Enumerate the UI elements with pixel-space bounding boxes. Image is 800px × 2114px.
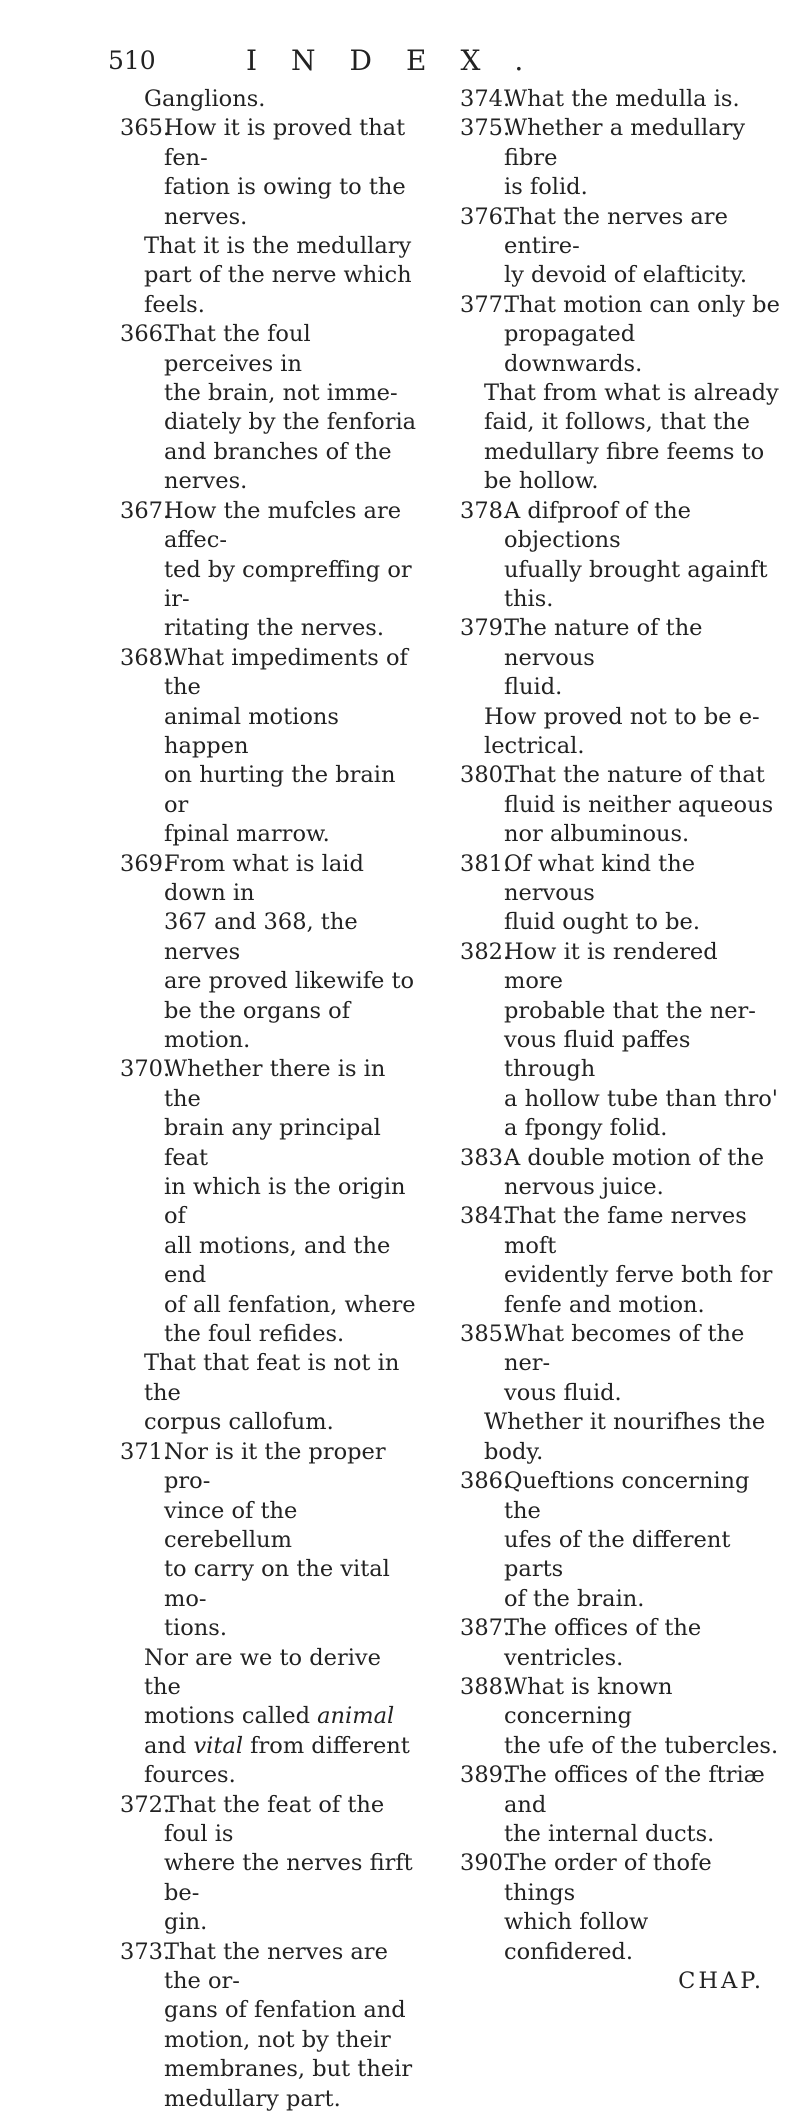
running-head: INDEX. — [246, 44, 558, 77]
index-entry — [120, 1055, 420, 1349]
entry-line: From what is laid down in — [164, 850, 364, 906]
entry-line: diately by the fenforia — [164, 409, 417, 436]
entry-line: motion, not by their — [164, 2026, 391, 2053]
entry-line: are proved likewife to — [164, 968, 415, 995]
entry-line: That the nature of that — [504, 762, 765, 789]
index-entry — [460, 761, 780, 849]
entry-number: 388. — [460, 1673, 511, 1700]
index-subentry — [460, 703, 780, 762]
entry-line: the foul refides. — [164, 1321, 345, 1348]
page-number: 510 — [108, 46, 156, 75]
entry-line: a hollow tube than thro' — [504, 1085, 778, 1112]
entry-line: of all fenfation, where — [164, 1291, 416, 1318]
entry-line: ted by compreffing or ir- — [164, 556, 412, 612]
entry-line: vince of the cerebellum — [164, 1497, 298, 1553]
entry-line: be hollow. — [484, 468, 599, 495]
page-header — [0, 22, 800, 77]
entry-line: to carry on the vital mo- — [164, 1556, 390, 1612]
index-subentry — [460, 379, 780, 497]
entry-number: 386. — [460, 1468, 511, 1495]
entry-text — [164, 850, 420, 1056]
index-entry — [460, 291, 780, 379]
entry-line: fluid is neither aqueous — [504, 791, 774, 818]
entry-line: fpinal marrow. — [164, 821, 330, 848]
index-entry — [460, 1202, 780, 1320]
entry-line: That the feat of the foul is — [164, 1791, 385, 1847]
index-entry — [120, 1791, 420, 1938]
entry-text — [504, 291, 780, 379]
entry-line: evidently ferve both for — [504, 1262, 773, 1289]
entry-number: 371. — [120, 1438, 171, 1465]
index-entry — [460, 85, 780, 114]
entry-number: 385. — [460, 1321, 511, 1348]
entry-line: faid, it follows, that the — [484, 409, 750, 436]
entry-number: 381. — [460, 850, 511, 877]
entry-line: How proved not to be e- — [484, 703, 760, 730]
left-column — [120, 85, 420, 2114]
entry-number: 369. — [120, 850, 171, 877]
index-entry — [120, 850, 420, 1056]
entry-line: Of what kind the nervous — [504, 850, 696, 906]
entry-line: animal motions happen — [164, 703, 339, 759]
entry-line: That motion can only be — [504, 291, 780, 318]
entry-number: 367. — [120, 497, 171, 524]
entry-line: What is known concerning — [504, 1673, 673, 1730]
italic-term: animal — [317, 1703, 395, 1730]
entry-line: a fpongy folid. — [504, 1115, 668, 1142]
entry-text — [504, 761, 780, 849]
entry-line: What impediments of the — [164, 644, 408, 701]
entry-line: Whether it nourifhes the — [484, 1409, 766, 1436]
entry-line: Nor are we to derive the — [144, 1644, 381, 1700]
entry-line: That the nerves are the or- — [164, 1938, 388, 1994]
entry-line: Nor is it the proper pro- — [164, 1438, 386, 1495]
entry-line: fation is owing to the — [164, 174, 406, 201]
index-entry — [120, 1938, 420, 2114]
entry-line: ufes of the different parts — [504, 1526, 731, 1583]
entry-line: Queftions concerning the — [504, 1468, 750, 1524]
index-entry — [460, 1849, 780, 1967]
entry-line: the brain, not imme- — [164, 380, 398, 407]
entry-line: tions. — [164, 1615, 227, 1642]
entry-line: all motions, and the end — [164, 1232, 391, 1289]
index-entry — [460, 1761, 780, 1849]
index-entry — [460, 1673, 780, 1761]
entry-line: fources. — [144, 1762, 236, 1789]
index-subentry — [120, 1644, 420, 1791]
entry-text — [504, 1202, 780, 1320]
entry-text — [504, 1614, 780, 1673]
entry-line: in which is the origin of — [164, 1174, 406, 1230]
entry-number: 387. — [460, 1615, 511, 1642]
entry-line: fluid ought to be. — [504, 909, 700, 936]
entry-text — [164, 497, 420, 644]
entry-number: 365. — [120, 115, 171, 142]
entry-line: membranes, but their — [164, 2056, 413, 2083]
entry-text — [504, 614, 780, 702]
entry-number: 378. — [460, 497, 511, 524]
entry-line: brain any principal feat — [164, 1115, 381, 1171]
entry-line: vous fluid. — [504, 1379, 622, 1406]
entry-line: on hurting the brain or — [164, 762, 396, 818]
entry-line: How it is proved that fen- — [164, 115, 406, 171]
entry-line: ufually brought againft — [504, 556, 768, 583]
entry-line: ritating the nerves. — [164, 615, 384, 642]
entry-line: Whether a medullary fibre — [504, 115, 746, 171]
entry-line: fluid. — [504, 674, 563, 701]
entry-line: medullary part. — [164, 2085, 341, 2112]
right-column — [460, 85, 780, 1996]
index-entry — [120, 644, 420, 850]
entry-text — [504, 85, 780, 114]
entry-number: 370. — [120, 1056, 171, 1083]
entry-line: nor albuminous. — [504, 821, 690, 848]
entry-number: 376. — [460, 203, 511, 230]
entry-line: 367 and 368, the nerves — [164, 909, 358, 965]
entry-line: medullary fibre feems to — [484, 438, 765, 465]
index-entry — [460, 1144, 780, 1203]
entry-line: The nature of the nervous — [504, 615, 703, 671]
entry-line: nerves. — [164, 203, 248, 230]
entry-line: and branches of the — [164, 438, 392, 465]
entry-line: nerves. — [164, 468, 248, 495]
index-entry — [120, 497, 420, 644]
entry-line: The order of thofe things — [504, 1850, 712, 1906]
entry-line: the ufe of the tubercles. — [504, 1732, 779, 1759]
entry-line: is folid. — [504, 174, 588, 201]
entry-line: How the mufcles are affec- — [164, 497, 402, 554]
index-entry — [120, 320, 420, 496]
entry-number: 368. — [120, 644, 171, 671]
index-entry — [460, 614, 780, 702]
entry-number: 379. — [460, 615, 511, 642]
entry-line: motions called animal — [144, 1703, 395, 1730]
entry-line: vous fluid paffes through — [504, 1027, 691, 1083]
entry-line: A double motion of the — [504, 1144, 765, 1171]
entry-line: probable that the ner- — [504, 997, 756, 1024]
entry-number: 372. — [120, 1791, 171, 1818]
index-subentry — [460, 1408, 780, 1467]
entry-line: the internal ducts. — [504, 1820, 715, 1847]
entry-line: That the fame nerves moft — [504, 1203, 747, 1259]
index-entry — [120, 1438, 420, 1644]
index-subentry — [120, 232, 420, 320]
entry-line: nervous juice. — [504, 1174, 664, 1201]
entry-line: part of the nerve which — [144, 262, 412, 289]
entry-text — [504, 1144, 780, 1203]
index-entry — [120, 114, 420, 232]
entry-text — [164, 1055, 420, 1349]
entry-text — [504, 850, 780, 938]
entry-line: gans of fenfation and — [164, 1997, 406, 2024]
entry-line: That that feat is not in the — [144, 1350, 400, 1406]
index-subentry — [120, 1349, 420, 1437]
entry-text — [504, 1849, 780, 1967]
entry-line: where the nerves firft be- — [164, 1850, 413, 1906]
entry-line: feels. — [144, 291, 205, 318]
entry-text — [504, 203, 780, 291]
entry-number: 389. — [460, 1762, 511, 1789]
index-entry — [460, 497, 780, 615]
index-entry — [460, 1320, 780, 1408]
entry-number: 382. — [460, 938, 511, 965]
entry-line: The offices of the ventricles. — [504, 1615, 702, 1671]
entry-line: What becomes of the ner- — [504, 1321, 745, 1377]
entry-text — [504, 1467, 780, 1614]
entry-line: How it is rendered more — [504, 938, 718, 995]
entry-line: The offices of the ftriæ and — [504, 1762, 765, 1818]
section-heading: Ganglions. — [144, 86, 266, 112]
entry-line: That it is the medullary — [144, 233, 412, 260]
entry-text — [164, 1438, 420, 1644]
index-entry — [460, 114, 780, 202]
entry-line: gin. — [164, 1909, 208, 1936]
entry-line: propagated downwards. — [504, 321, 643, 377]
entry-number: 374. — [460, 86, 511, 112]
catchword: CHAP. — [678, 1968, 764, 1994]
entry-line: Whether there is in the — [164, 1056, 386, 1112]
entry-line: and vital from different — [144, 1732, 410, 1759]
entry-line: ly devoid of elafticity. — [504, 262, 748, 289]
entry-line: this. — [504, 585, 554, 612]
entry-line: body. — [484, 1438, 544, 1465]
entry-text — [164, 114, 420, 232]
index-entry — [460, 203, 780, 291]
entry-line: A difproof of the objections — [504, 497, 691, 554]
entry-text — [164, 320, 420, 496]
entry-line: What the medulla is. — [504, 86, 740, 112]
entry-text — [504, 1673, 780, 1761]
entry-text — [164, 1938, 420, 2114]
entry-number: 373. — [120, 1938, 171, 1965]
index-entry — [460, 1614, 780, 1673]
entry-line: corpus callofum. — [144, 1409, 334, 1436]
entry-line: which follow confidered. — [504, 1909, 649, 1965]
entry-number: 384. — [460, 1203, 511, 1230]
entry-line: That from what is already — [484, 380, 779, 407]
entry-line: of the brain. — [504, 1585, 645, 1612]
entry-line: be the organs of motion. — [164, 997, 351, 1053]
entry-number: 380. — [460, 762, 511, 789]
entry-number: 377. — [460, 291, 511, 318]
entry-text — [504, 114, 780, 202]
index-entry — [460, 850, 780, 938]
index-entry — [460, 938, 780, 1144]
entry-text — [504, 938, 780, 1144]
italic-term: vital — [193, 1732, 244, 1759]
entry-number: 366. — [120, 321, 171, 348]
index-entry — [460, 1467, 780, 1614]
entry-text — [504, 1320, 780, 1408]
entry-line: That the foul perceives in — [164, 321, 311, 377]
entry-number: 375. — [460, 115, 511, 142]
entry-line: That the nerves are entire- — [504, 203, 728, 260]
entry-number: 383. — [460, 1144, 511, 1171]
entry-text — [504, 497, 780, 615]
entry-text — [164, 644, 420, 850]
entry-text — [504, 1761, 780, 1849]
entry-line: fenfe and motion. — [504, 1291, 705, 1318]
entry-number: 390. — [460, 1850, 511, 1877]
entry-line: lectrical. — [484, 732, 585, 759]
entry-text — [164, 1791, 420, 1938]
